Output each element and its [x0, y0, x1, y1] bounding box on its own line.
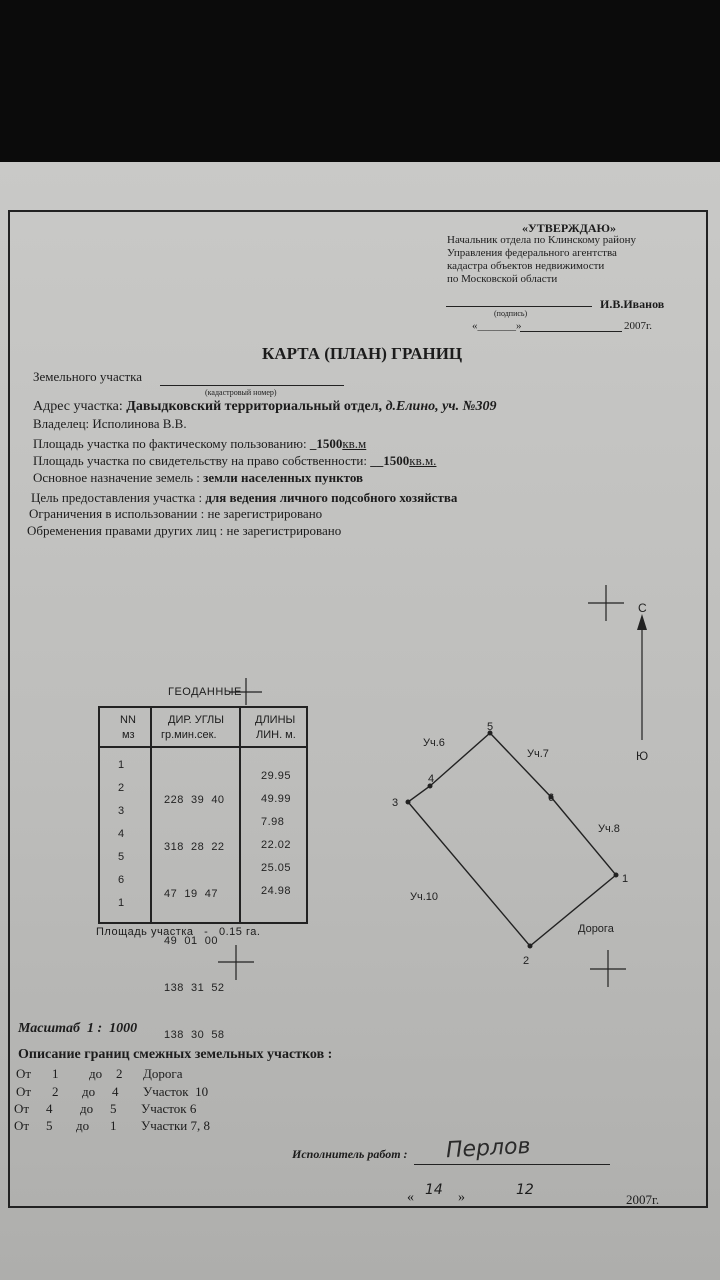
header-nn-sub: мз [122, 729, 135, 741]
from-point: 1 [52, 1066, 59, 1081]
south-label: Ю [636, 749, 649, 763]
direction-angle: 138 30 58 [164, 1029, 225, 1041]
point-number: 6 [118, 874, 125, 886]
from-point: 2 [52, 1084, 59, 1099]
header-lengths-sub: ЛИН. м. [256, 729, 296, 741]
approval-date-year: 2007г. [624, 320, 653, 332]
neighbor-row [16, 1066, 183, 1082]
approval-title: «УТВЕРЖДАЮ» [522, 221, 617, 235]
header-lengths: ДЛИНЫ [255, 714, 296, 726]
point-number: 3 [118, 805, 125, 817]
point-label-1: 1 [622, 873, 629, 885]
owner: Владелец: Исполинова В.В. [33, 416, 187, 431]
approval-line: Начальник отдела по Клинскому району [447, 234, 636, 246]
header-angles-sub: гр.мин.сек. [161, 729, 217, 741]
land-purpose-label: Основное назначение земель : [33, 470, 200, 485]
neighbor-desc: Участок 6 [141, 1101, 197, 1116]
neighbor-row [16, 1084, 209, 1100]
executor-signature-line [414, 1164, 610, 1165]
parcel-label: Земельного участка [33, 369, 143, 384]
header-angles: ДИР. УГЛЫ [168, 714, 225, 726]
page-title: КАРТА (ПЛАН) ГРАНИЦ [262, 344, 463, 363]
north-arrow-head [637, 614, 647, 630]
line-length: 25.05 [261, 862, 292, 874]
to-point: 4 [112, 1084, 119, 1099]
provision-goal-label: Цель предоставления участка : [31, 490, 203, 505]
point-label-6: 6 [548, 792, 555, 804]
approval-line: кадастра объектов недвижимости [447, 260, 605, 272]
point-number: 1 [118, 897, 125, 909]
point-number: 1 [118, 759, 125, 771]
approval-signer: И.В.Иванов [600, 297, 665, 311]
executor-day-line [419, 1206, 451, 1207]
area-certificate-value: __1500 [370, 453, 410, 468]
direction-angle: 138 31 52 [164, 982, 225, 994]
direction-angle: 49 01 00 [164, 935, 218, 947]
approval-line: по Московской области [447, 273, 558, 285]
area-actual-unit: кв.м [342, 436, 367, 451]
neighbors-title: Описание границ смежных земельных участков : [18, 1047, 333, 1062]
from-label: От [16, 1084, 32, 1099]
address-value: Давыдковский территориальный отдел, [126, 399, 383, 414]
line-length: 7.98 [261, 816, 285, 828]
parcel-boundary [408, 733, 616, 946]
line-length: 49.99 [261, 793, 292, 805]
restrictions: Ограничения в использовании : не зарегистрировано [29, 506, 323, 521]
encumbrances: Обременения правами других лиц : не зарегистрировано [27, 523, 342, 538]
executor-month-line [482, 1206, 606, 1207]
parcel-area: Площадь участка - 0.15 га. [96, 926, 261, 938]
from-point: 5 [46, 1118, 53, 1133]
line-length: 29.95 [261, 770, 292, 782]
neighbor-label: Уч.8 [598, 823, 620, 835]
executor-date-day: 14 [425, 1182, 443, 1198]
provision-goal-value: для ведения личного подсобного хозяйства [205, 490, 458, 505]
line-length: 24.98 [261, 885, 292, 897]
line-length: 22.02 [261, 839, 292, 851]
executor-date-year: 2007г. [626, 1192, 660, 1207]
to-label: до [82, 1084, 96, 1099]
executor-date-month: 12 [516, 1182, 534, 1198]
direction-angle: 318 28 22 [164, 841, 225, 853]
address-label: Адрес участка: [33, 399, 123, 414]
header-nn: NN [120, 714, 136, 726]
executor-date-mid: » [458, 1190, 465, 1205]
point-number: 2 [118, 782, 125, 794]
point-label-2: 2 [523, 955, 530, 967]
address-value-village: д.Елино, уч. №309 [385, 399, 497, 414]
point-number: 5 [118, 851, 125, 863]
point-label-3: 3 [392, 797, 399, 809]
direction-angle: 228 39 40 [164, 794, 225, 806]
from-label: От [14, 1101, 30, 1116]
neighbor-desc: Участок 10 [143, 1084, 209, 1099]
to-label: до [80, 1101, 94, 1116]
cadastral-caption: (кадастровый номер) [205, 388, 277, 397]
boundary-point [528, 944, 533, 949]
area-actual-label: Площадь участка по фактическому пользованию: [33, 436, 307, 451]
scale: Масштаб 1 : 1000 [18, 1021, 138, 1036]
neighbor-desc: Участки 7, 8 [141, 1118, 210, 1133]
to-label: до [76, 1118, 90, 1133]
north-label: С [638, 601, 647, 615]
direction-angle: 47 19 47 [164, 888, 218, 900]
neighbor-label: Уч.6 [423, 737, 445, 749]
signature-caption: (подпись) [494, 309, 528, 318]
neighbor-row [14, 1118, 210, 1134]
to-point: 5 [110, 1101, 117, 1116]
area-certificate-label: Площадь участка по свидетельству на право собственности: [33, 453, 367, 468]
executor-label: Исполнитель работ : [292, 1147, 408, 1161]
neighbor-desc: Дорога [143, 1066, 183, 1081]
to-point: 1 [110, 1118, 117, 1133]
boundary-point [614, 873, 619, 878]
road-label: Дорога [578, 923, 614, 935]
land-purpose-value: земли населенных пунктов [203, 470, 364, 485]
approval-line: Управления федерального агентства [447, 247, 617, 259]
from-label: От [16, 1066, 32, 1081]
approval-date-day: «_______» [472, 320, 522, 332]
neighbor-label: Уч.7 [527, 748, 549, 760]
point-label-4: 4 [428, 773, 435, 785]
neighbor-row [14, 1101, 197, 1117]
to-point: 2 [116, 1066, 123, 1081]
neighbor-label: Уч.10 [410, 891, 439, 903]
point-number: 4 [118, 828, 125, 840]
executor-date-open: « [407, 1190, 414, 1205]
boundary-point [406, 800, 411, 805]
to-label: до [89, 1066, 103, 1081]
area-certificate-unit: кв.м. [409, 453, 437, 468]
from-point: 4 [46, 1101, 53, 1116]
point-label-5: 5 [487, 721, 494, 733]
from-label: От [14, 1118, 30, 1133]
executor-signature: Перлов [445, 1133, 532, 1164]
geodata-title: ГЕОДАННЫЕ [168, 686, 242, 698]
area-actual-value: _1500 [309, 436, 343, 451]
